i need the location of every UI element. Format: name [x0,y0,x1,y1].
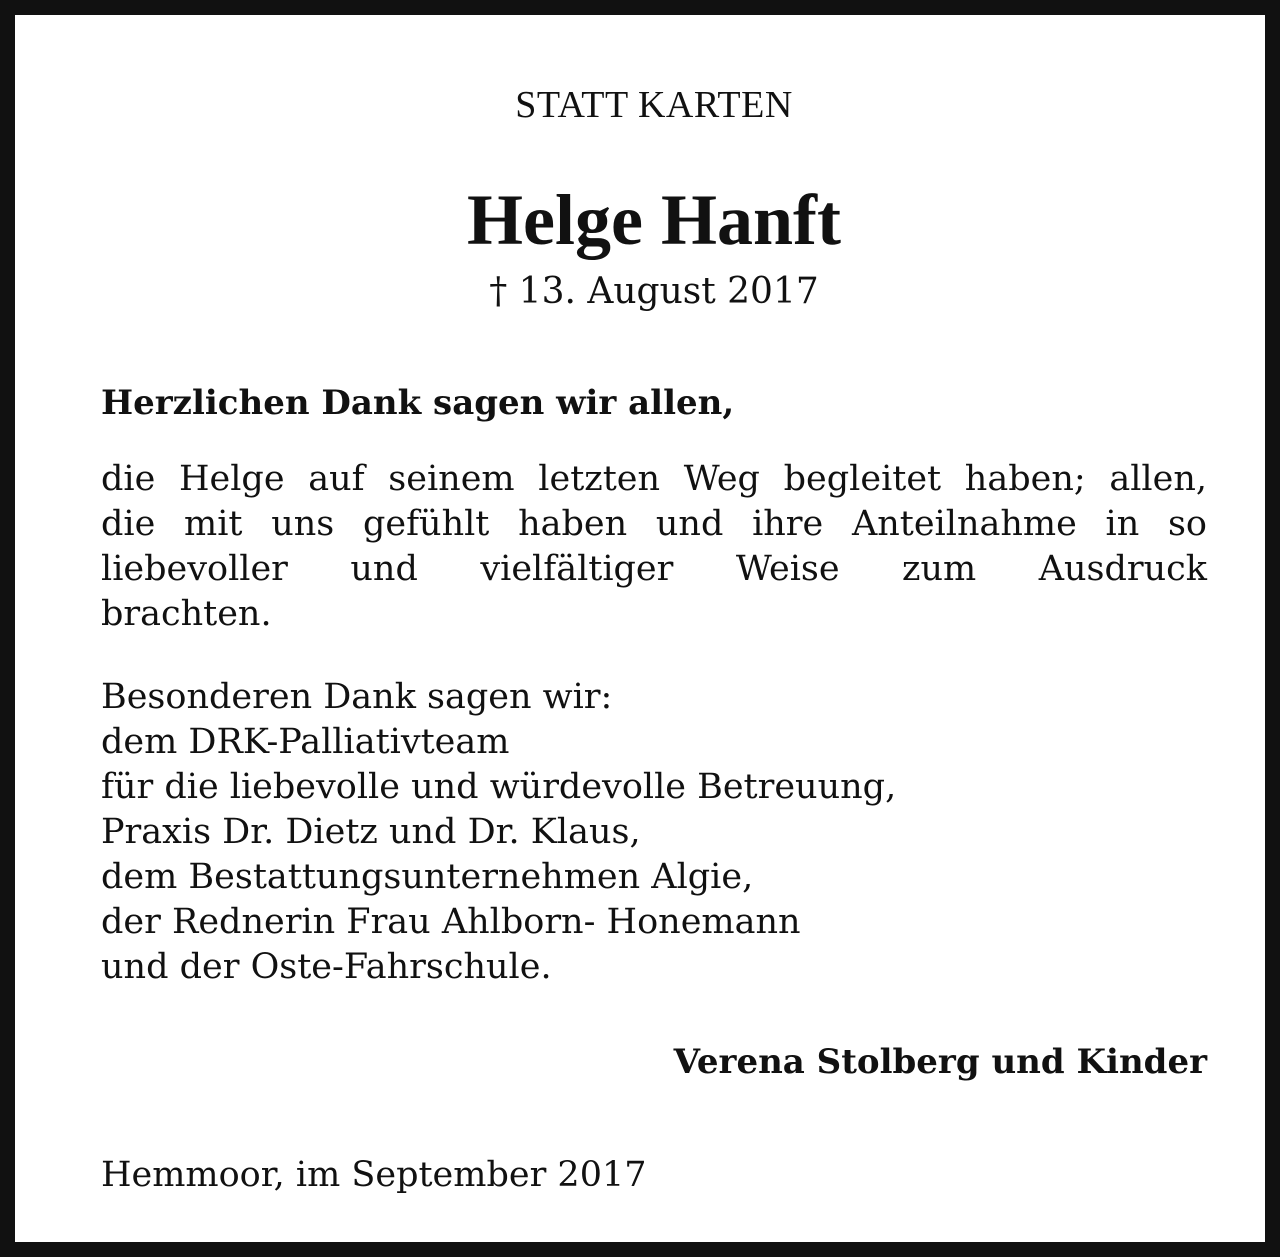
paragraph-line: die mit uns gefühlt haben und ihre Anteilnahme in so [101,504,1207,544]
special-thanks-line: und der Oste-Fahrschule. [101,947,552,987]
special-thanks-line: der Rednerin Frau Ahlborn- Honemann [101,902,801,942]
statt-karten-label: STATT KARTEN [515,84,793,126]
paragraph-line: liebevoller und vielfältiger Weise zum Ausdruck [101,549,1207,589]
thanks-paragraph [101,457,1207,637]
deceased-name: Helge Hanft [467,180,841,260]
special-thanks-line: Praxis Dr. Dietz und Dr. Klaus, [101,812,641,852]
death-date: † 13. August 2017 [489,271,819,312]
signature: Verena Stolberg und Kinder [673,1042,1207,1082]
thanks-heading: Herzlichen Dank sagen wir allen, [101,383,735,423]
special-thanks-line: dem DRK-Palliativteam [101,722,510,762]
special-thanks-line: Besonderen Dank sagen wir: [101,677,613,717]
paragraph-line: brachten. [101,594,272,634]
place-date: Hemmoor, im September 2017 [101,1155,647,1195]
paragraph-line: die Helge auf seinem letzten Weg begleitet haben; allen, [101,459,1207,499]
special-thanks-block [101,675,896,990]
special-thanks-line: für die liebevolle und würdevolle Betreuung, [101,767,897,807]
special-thanks-line: dem Bestattungsunternehmen Algie, [101,857,754,897]
